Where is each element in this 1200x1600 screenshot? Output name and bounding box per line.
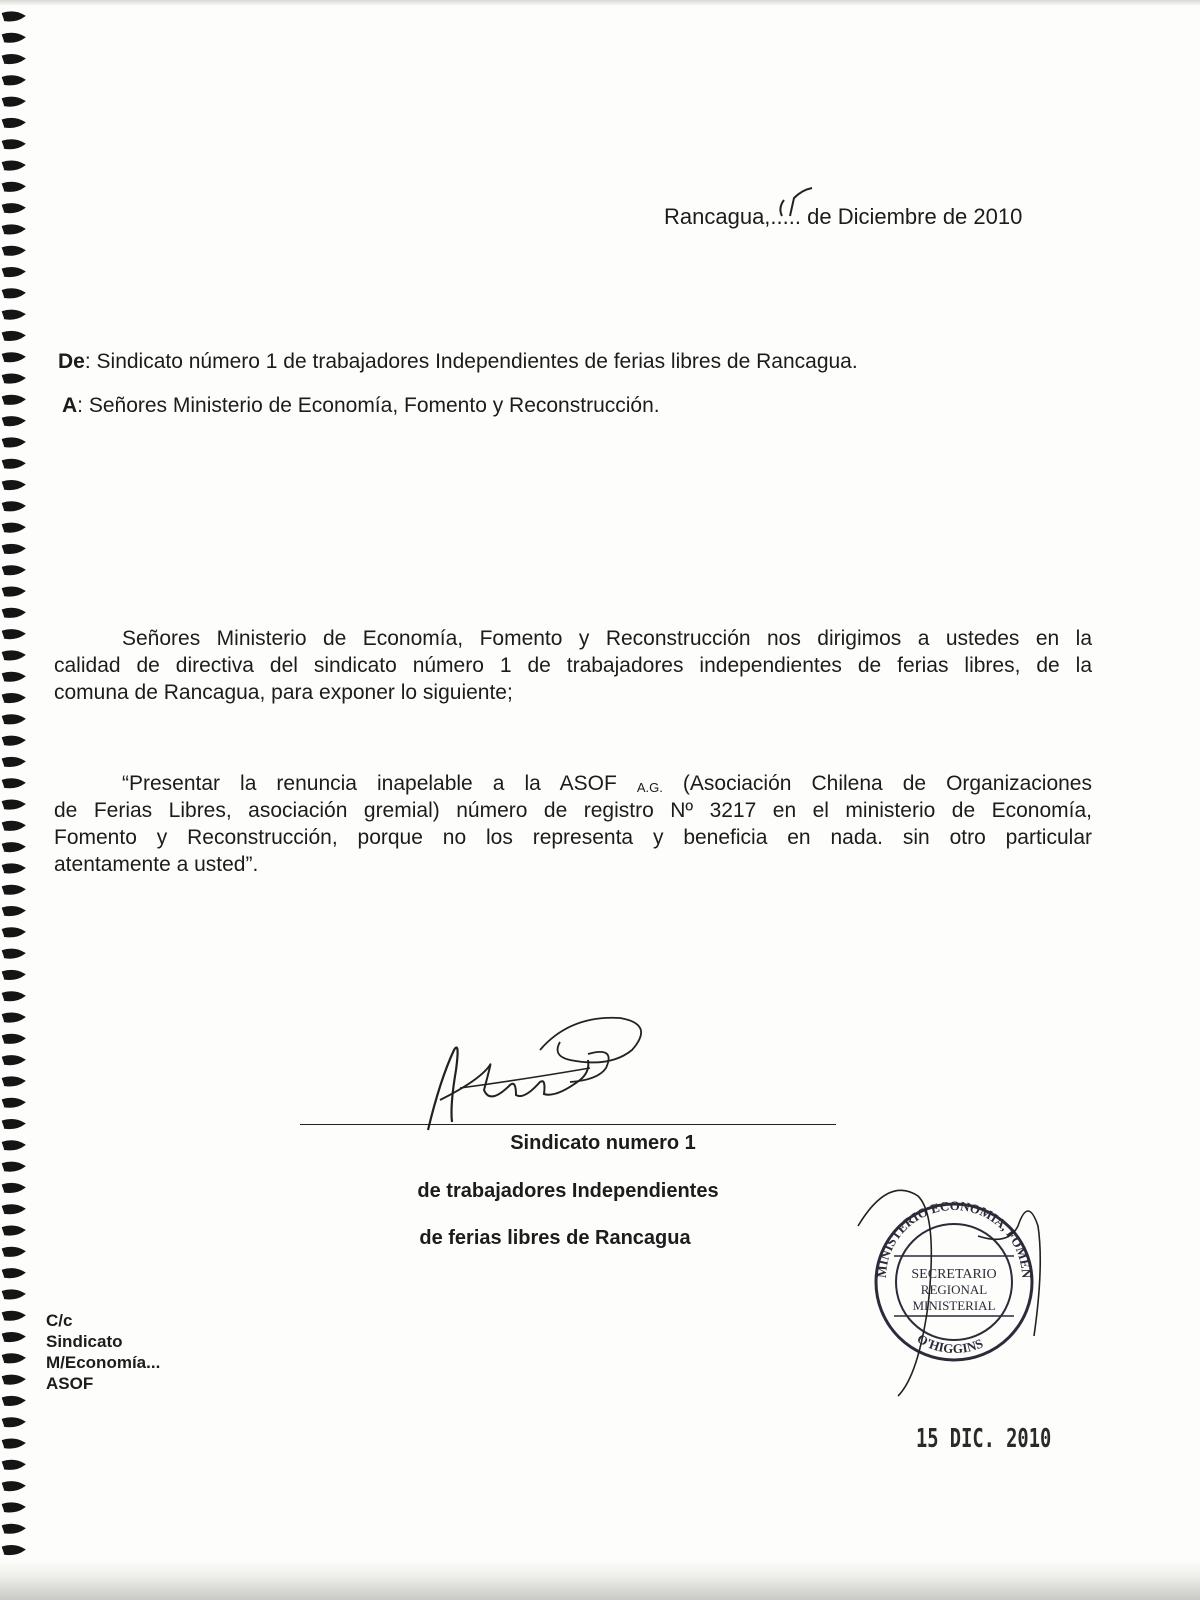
binding-loop [2, 694, 24, 702]
binding-loop [2, 566, 24, 574]
signatory-line-2: de trabajadores Independientes [417, 1180, 719, 1202]
binding-loop [2, 204, 24, 212]
binding-loop [2, 971, 24, 979]
binding-loop [2, 140, 24, 148]
binding-loop [2, 76, 24, 84]
binding-loop [2, 1376, 24, 1384]
binding-loop [2, 289, 24, 297]
signatory-line-1: Sindicato numero 1 [510, 1132, 696, 1154]
binding-loop [2, 311, 24, 319]
binding-loop [2, 673, 24, 681]
binding-loop [2, 183, 24, 191]
handwritten-signature [420, 1010, 660, 1140]
binding-loop [2, 715, 24, 723]
body-paragraph-2 [54, 770, 1092, 878]
paragraph-line: de Ferias Libres, asociación gremial) número de registro Nº 3217 en el ministerio de Economía, [54, 799, 1092, 822]
from-line [58, 350, 858, 374]
paragraph-line: “Presentar la renuncia inapelable a la ASOF A.G. (Asociación Chilena de Organizaciones [122, 772, 1092, 795]
binding-loop [2, 332, 24, 340]
binding-loop [2, 822, 24, 830]
body-paragraph-1 [54, 625, 1092, 706]
binding-loop [2, 1163, 24, 1171]
handwritten-day [776, 186, 826, 226]
binding-loop [2, 1312, 24, 1320]
binding-loop [2, 1418, 24, 1426]
binding-loop [2, 34, 24, 42]
binding-loop [2, 1440, 24, 1448]
to-label: A [62, 394, 78, 417]
binding-loop [2, 162, 24, 170]
copies-item: Sindicato [46, 1332, 123, 1351]
binding-loop [2, 1077, 24, 1085]
paragraph-line: Señores Ministerio de Economía, Fomento y Reconstrucción nos dirigimos a ustedes en la [122, 627, 1092, 650]
copies-item: ASOF [46, 1374, 94, 1393]
from-label: De [58, 350, 85, 373]
binding-loop [2, 502, 24, 510]
binding-loop [2, 119, 24, 127]
binding-loop [2, 353, 24, 361]
binding-loop [2, 460, 24, 468]
svg-text:REGIONAL: REGIONAL [920, 1282, 988, 1297]
binding-loop [2, 950, 24, 958]
binding-loop [2, 225, 24, 233]
binding-loop [2, 545, 24, 553]
binding-loop [2, 1354, 24, 1362]
svg-text:MINISTERIO ECONOMIA, FOMENTO Y: MINISTERIO ECONOMIA, FOMENTO Y TURISMO [851, 1174, 1035, 1279]
signature-line [300, 1124, 836, 1125]
copies-label: C/c [46, 1311, 73, 1330]
paragraph-line: Fomento y Reconstrucción, porque no los representa y beneficia en nada. sin otro particular [54, 826, 1092, 849]
binding-loop [2, 758, 24, 766]
binding-loop [2, 588, 24, 596]
paragraph-line: calidad de directiva del sindicato número 1 de trabajadores independientes de ferias libres, de la [54, 654, 1092, 677]
binding-loop [2, 268, 24, 276]
from-text: : Sindicato número 1 de trabajadores Independientes de ferias libres de Rancagua. [84, 350, 858, 373]
binding-loop [2, 737, 24, 745]
date-line [664, 204, 1022, 230]
binding-loop [2, 779, 24, 787]
received-date-stamp: 15 DIC. 2010 [916, 1424, 1052, 1454]
binding-loop [2, 98, 24, 106]
binding-loop [2, 1205, 24, 1213]
binding-loop [2, 438, 24, 446]
binding-loop [2, 843, 24, 851]
binding-loop [2, 417, 24, 425]
binding-loop [2, 1333, 24, 1341]
place-label: Rancagua, [664, 204, 771, 229]
binding-loop [2, 801, 24, 809]
binding-loop [2, 630, 24, 638]
binding-loop [2, 375, 24, 383]
copies-block [46, 1310, 160, 1394]
month-year: de Diciembre de 2010 [807, 204, 1023, 229]
to-text: : Señores Ministerio de Economía, Fomento y Reconstrucción. [77, 394, 660, 417]
binding-loop [2, 1269, 24, 1277]
copies-item: M/Economía... [46, 1353, 161, 1372]
binding-loop [2, 55, 24, 63]
scan-top-edge [0, 0, 1200, 6]
binding-loop [2, 1120, 24, 1128]
svg-text:O'HIGGINS: O'HIGGINS [914, 1330, 986, 1357]
signatory-line-3: de ferias libres de Rancagua [419, 1227, 691, 1249]
binding-loop [2, 609, 24, 617]
binding-loop [2, 1397, 24, 1405]
scan-bottom-edge [0, 1560, 1200, 1600]
binding-loop [2, 1503, 24, 1511]
binding-loop [2, 396, 24, 404]
binding-loop [2, 864, 24, 872]
binding-loop [2, 1248, 24, 1256]
binding-loop [2, 1461, 24, 1469]
binding-loop [2, 1141, 24, 1149]
binding-loop [2, 524, 24, 532]
binding-loop [2, 1014, 24, 1022]
spiral-binding [0, 0, 30, 1560]
ag-subscript: A.G. [636, 780, 663, 795]
to-line [62, 394, 660, 418]
binding-loop [2, 1525, 24, 1533]
binding-loop [2, 928, 24, 936]
binding-loop [2, 907, 24, 915]
binding-loop [2, 247, 24, 255]
binding-loop [2, 1099, 24, 1107]
binding-loop [2, 886, 24, 894]
binding-loop [2, 1227, 24, 1235]
binding-loop [2, 12, 24, 20]
binding-loop [2, 1184, 24, 1192]
svg-text:MINISTERIAL: MINISTERIAL [912, 1298, 996, 1313]
binding-loop [2, 1035, 24, 1043]
binding-loop [2, 1056, 24, 1064]
binding-loop [2, 1482, 24, 1490]
ministry-seal-stamp [851, 1174, 1058, 1396]
binding-loop [2, 992, 24, 1000]
paragraph-line: atentamente a usted”. [54, 853, 259, 876]
day-dots: ..... [770, 204, 801, 229]
binding-loop [2, 651, 24, 659]
paragraph-line: comuna de Rancagua, para exponer lo siguiente; [54, 681, 513, 704]
binding-loop [2, 1290, 24, 1298]
binding-loop [2, 1546, 24, 1554]
svg-text:SECRETARIO: SECRETARIO [911, 1267, 997, 1282]
binding-loop [2, 481, 24, 489]
